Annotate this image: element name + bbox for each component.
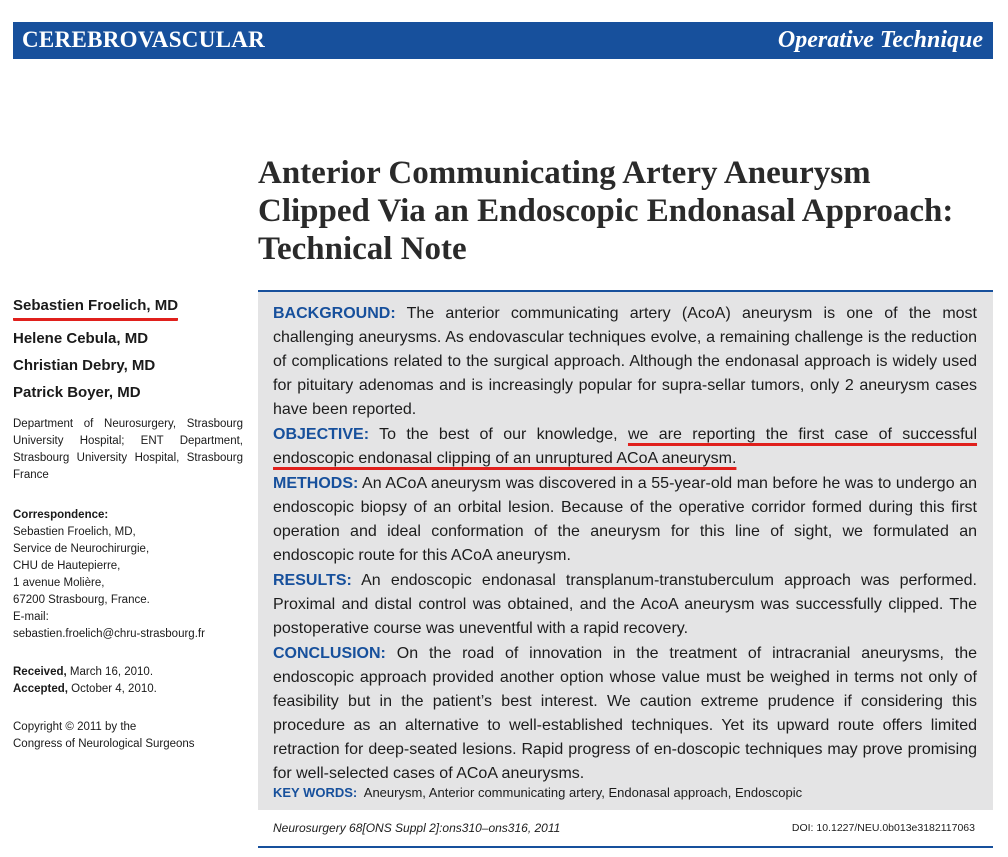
author-name: Patrick Boyer, MD xyxy=(13,384,141,401)
footer-divider xyxy=(258,846,993,848)
journal-citation: Neurosurgery 68[ONS Suppl 2]:ons310–ons316, 2011 xyxy=(273,821,561,835)
author-list xyxy=(13,296,243,406)
received-date: Received, March 16, 2010. xyxy=(13,666,154,678)
article-type-label: Operative Technique xyxy=(777,27,983,53)
correspondence-heading: Correspondence: xyxy=(13,509,109,521)
correspondence-email[interactable]: sebastien.froelich@chru-strasbourg.fr xyxy=(13,628,205,640)
correspondence-line: Sebastien Froelich, MD, xyxy=(13,526,136,538)
section-banner xyxy=(13,22,993,59)
title-line: Clipped Via an Endoscopic Endonasal Approach: xyxy=(258,193,954,229)
keywords: KEY WORDS: Aneurysm, Anterior communicating artery, Endonasal approach, Endoscopic xyxy=(273,785,803,800)
correspondence-block xyxy=(13,507,243,643)
doi-text[interactable]: DOI: 10.1227/NEU.0b013e3182117063 xyxy=(791,822,975,834)
accepted-date: Accepted, October 4, 2010. xyxy=(13,683,157,695)
correspondence-line: Service de Neurochirurgie, xyxy=(13,543,150,555)
background-label: BACKGROUND: xyxy=(273,305,396,322)
author-name: Sebastien Froelich, MD xyxy=(13,296,178,321)
section-label: CEREBROVASCULAR xyxy=(22,27,266,52)
highlighted-statement: we are reporting the first case of successful endoscopic endonasal clipping of an unruptured ACoA aneurysm. xyxy=(273,426,978,467)
objective-label: OBJECTIVE: xyxy=(273,426,370,443)
abstract-results: RESULTS: An endoscopic endonasal transplanum-transtuberculum approach was performed. Proximal and distal control was obtained, and the AcoA aneurysm was successfully clipped. The postoperative course was uneventful with a rapid recovery. xyxy=(273,572,978,637)
author-name: Christian Debry, MD xyxy=(13,357,156,374)
abstract-background: BACKGROUND: The anterior communicating artery (AcoA) aneurysm is one of the most challenging aneurysms. As endovascular techniques evolve, a remaining challenge is the reduction of complications related to the surgical approach. Although the endonasal approach is widely used for pituitary adenomas and is increasingly popular for supra-sellar tumors, only 2 aneurysm cases have been reported. xyxy=(273,305,977,418)
keywords-label: KEY WORDS: xyxy=(273,785,358,800)
conclusion-label: CONCLUSION: xyxy=(273,645,386,662)
correspondence-line: E-mail: xyxy=(13,611,49,623)
article-title xyxy=(258,154,993,268)
abstract-body xyxy=(273,302,977,787)
abstract-methods: METHODS: An ACoA aneurysm was discovered in a 55-year-old man before he was to undergo an endoscopic biopsy of an orbital lesion. Because of the operative corridor formed during this first operation and ideal conformation of the aneurysm for this line of sight, we formulated an endoscopic route for this ACoA aneurysm. xyxy=(273,475,978,564)
title-line: Technical Note xyxy=(258,231,467,267)
publication-dates xyxy=(13,664,243,698)
results-label: RESULTS: xyxy=(273,572,352,589)
journal-footer xyxy=(258,812,993,846)
author-name: Helene Cebula, MD xyxy=(13,330,149,347)
copyright-notice: Copyright © 2011 by the Congress of Neurological Surgeons xyxy=(13,721,195,750)
methods-label: METHODS: xyxy=(273,475,359,492)
affiliation: Department of Neurosurgery, Strasbourg University Hospital; ENT Department, Strasbourg University Hospital, Strasbourg France xyxy=(13,418,243,481)
correspondence-line: 67200 Strasbourg, France. xyxy=(13,594,150,606)
title-line: Anterior Communicating Artery Aneurysm xyxy=(258,155,871,191)
abstract-objective: OBJECTIVE: To the best of our knowledge, we are reporting the first case of successful endoscopic endonasal clipping of an unruptured ACoA aneurysm. xyxy=(273,426,978,467)
correspondence-line: 1 avenue Molière, xyxy=(13,577,105,589)
abstract-conclusion: CONCLUSION: On the road of innovation in the treatment of intracranial aneurysms, the endoscopic approach provided another option whose value must be weighed in terms not only of feasibility but in the patient’s best interest. We caution extreme prudence if considering this procedure as an alternative to well-established techniques. Yet its upward route offers limited retraction for deep-seated lesions. Rapid progress of en-doscopic techniques may prove promising for well-selected cases of ACoA aneurysms. xyxy=(273,645,977,782)
abstract-box xyxy=(258,290,993,810)
correspondence-line: CHU de Hautepierre, xyxy=(13,560,121,572)
